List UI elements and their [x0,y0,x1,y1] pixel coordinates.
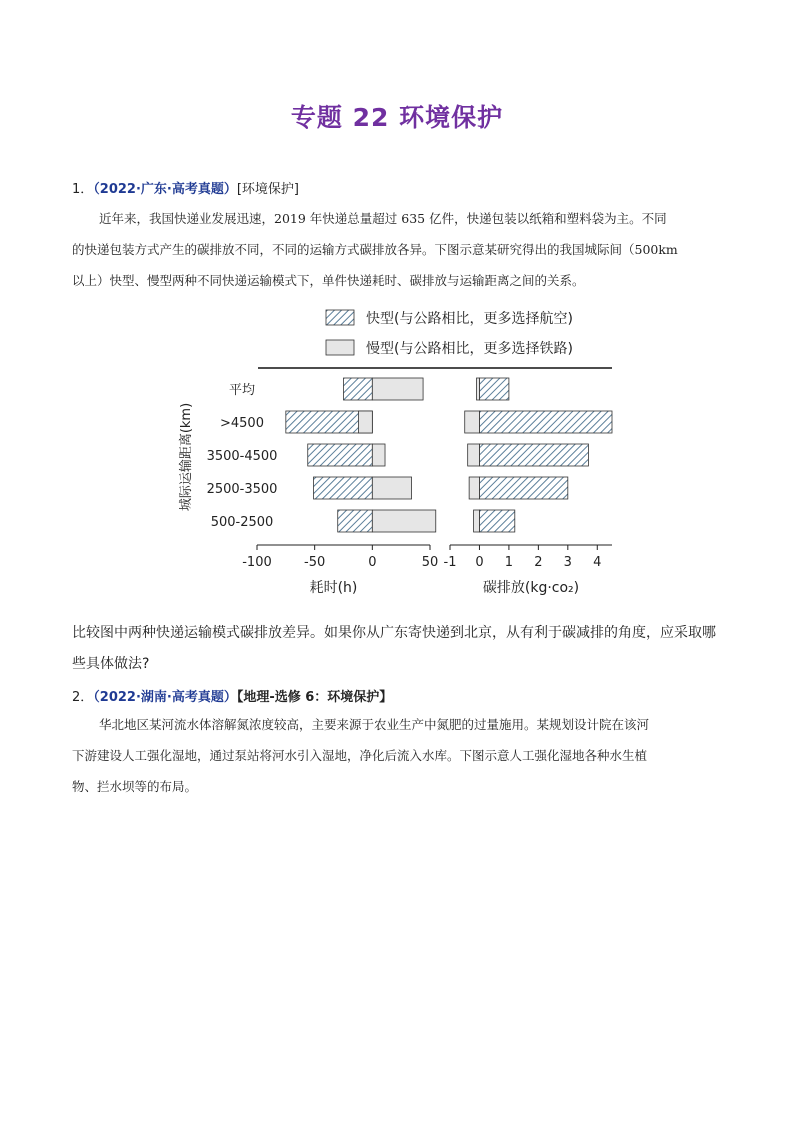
question-number: 2． [72,690,94,705]
question-number: 1． [72,182,94,197]
x-tick-label: -50 [304,555,326,570]
x-tick-label: 1 [504,555,514,570]
passage-line: 的快递包装方式产生的碳排放不同，不同的运输方式碳排放各异。下图示意某研究得出的我国城际间（500km [72,242,678,257]
legend-swatch-slow [326,340,354,355]
x-tick-label: -100 [242,555,272,570]
passage-line: 华北地区某河流水体溶解氮浓度较高，主要来源于农业生产中氮肥的过量施用。某规划设计院在该河 [99,717,650,732]
bar-fast [479,444,588,466]
question-1-prompt [72,618,732,680]
x-tick-label: 2 [534,555,543,570]
prompt-line: 些具体做法? [72,656,150,672]
bar-slow [372,510,435,532]
bar-slow [465,411,480,433]
passage-line: 下游建设人工强化湿地，通过泵站将河水引入湿地，净化后流入水库。下图示意人工强化湿地各种水生植 [72,748,648,763]
bar-fast [479,477,567,499]
prompt-line: 比较图中两种快递运输模式碳排放差异。如果你从广东寄快递到北京，从有利于碳减排的角度，应采取哪 [72,625,716,641]
bar-slow [372,444,385,466]
bar-slow [469,477,479,499]
bar-fast [479,510,514,532]
passage-line: 以上）快型、慢型两种不同快递运输模式下，单件快递耗时、碳排放与运输距离之间的关系。 [72,273,585,288]
category-label: 平均 [228,383,256,398]
question-tag: [环境保护] [236,182,299,197]
chart [160,300,640,610]
passage-line: 物、拦水坝等的布局。 [72,779,198,794]
category-label: 2500-3500 [206,482,278,497]
bar-slow [372,378,423,400]
bar-slow [474,510,480,532]
category-label: >4500 [220,416,264,431]
question-1-header [72,178,299,197]
question-1-passage [72,203,732,296]
legend [326,310,573,357]
bar-fast [338,510,373,532]
bar-slow [468,444,480,466]
bar-slow [477,378,480,400]
category-label: 500-2500 [210,515,274,530]
bar-fast [479,378,508,400]
x-tick-label: 4 [593,555,602,570]
question-2-header [72,686,392,705]
legend-label-fast: 快型(与公路相比，更多选择航空) [366,311,573,327]
legend-label-slow: 慢型(与公路相比，更多选择铁路) [366,341,573,357]
page-title: 专题 22 环境保护 [290,103,504,132]
question-tag: 【地理-选修 6：环境保护】 [236,690,393,705]
legend-swatch-fast [326,310,354,325]
x-tick-label: 3 [563,555,572,570]
passage-line: 近年来，我国快递业发展迅速，2019 年快递总量超过 635 亿件，快递包装以纸箱和塑料袋为主。不同 [99,211,667,226]
x-axis-label: 耗时(h) [309,580,358,596]
category-label: 3500-4500 [206,449,278,464]
bar-fast [479,411,612,433]
bar-fast [314,477,373,499]
question-2-passage [72,709,732,802]
question-source: （2022·湖南·高考真题） [93,690,237,705]
question-source: （2022·广东·高考真题） [93,182,237,197]
y-axis-label: 城际运输距离(km) [179,402,194,512]
x-tick-label: -1 [443,555,457,570]
x-tick-label: 0 [368,555,377,570]
bar-fast [308,444,373,466]
bar-slow [358,411,372,433]
bar-fast [344,378,373,400]
plot-area [207,378,612,596]
x-tick-label: 50 [421,555,439,570]
x-axis-label: 碳排放(kg·co₂) [482,580,580,596]
x-tick-label: 0 [475,555,484,570]
bar-slow [372,477,411,499]
